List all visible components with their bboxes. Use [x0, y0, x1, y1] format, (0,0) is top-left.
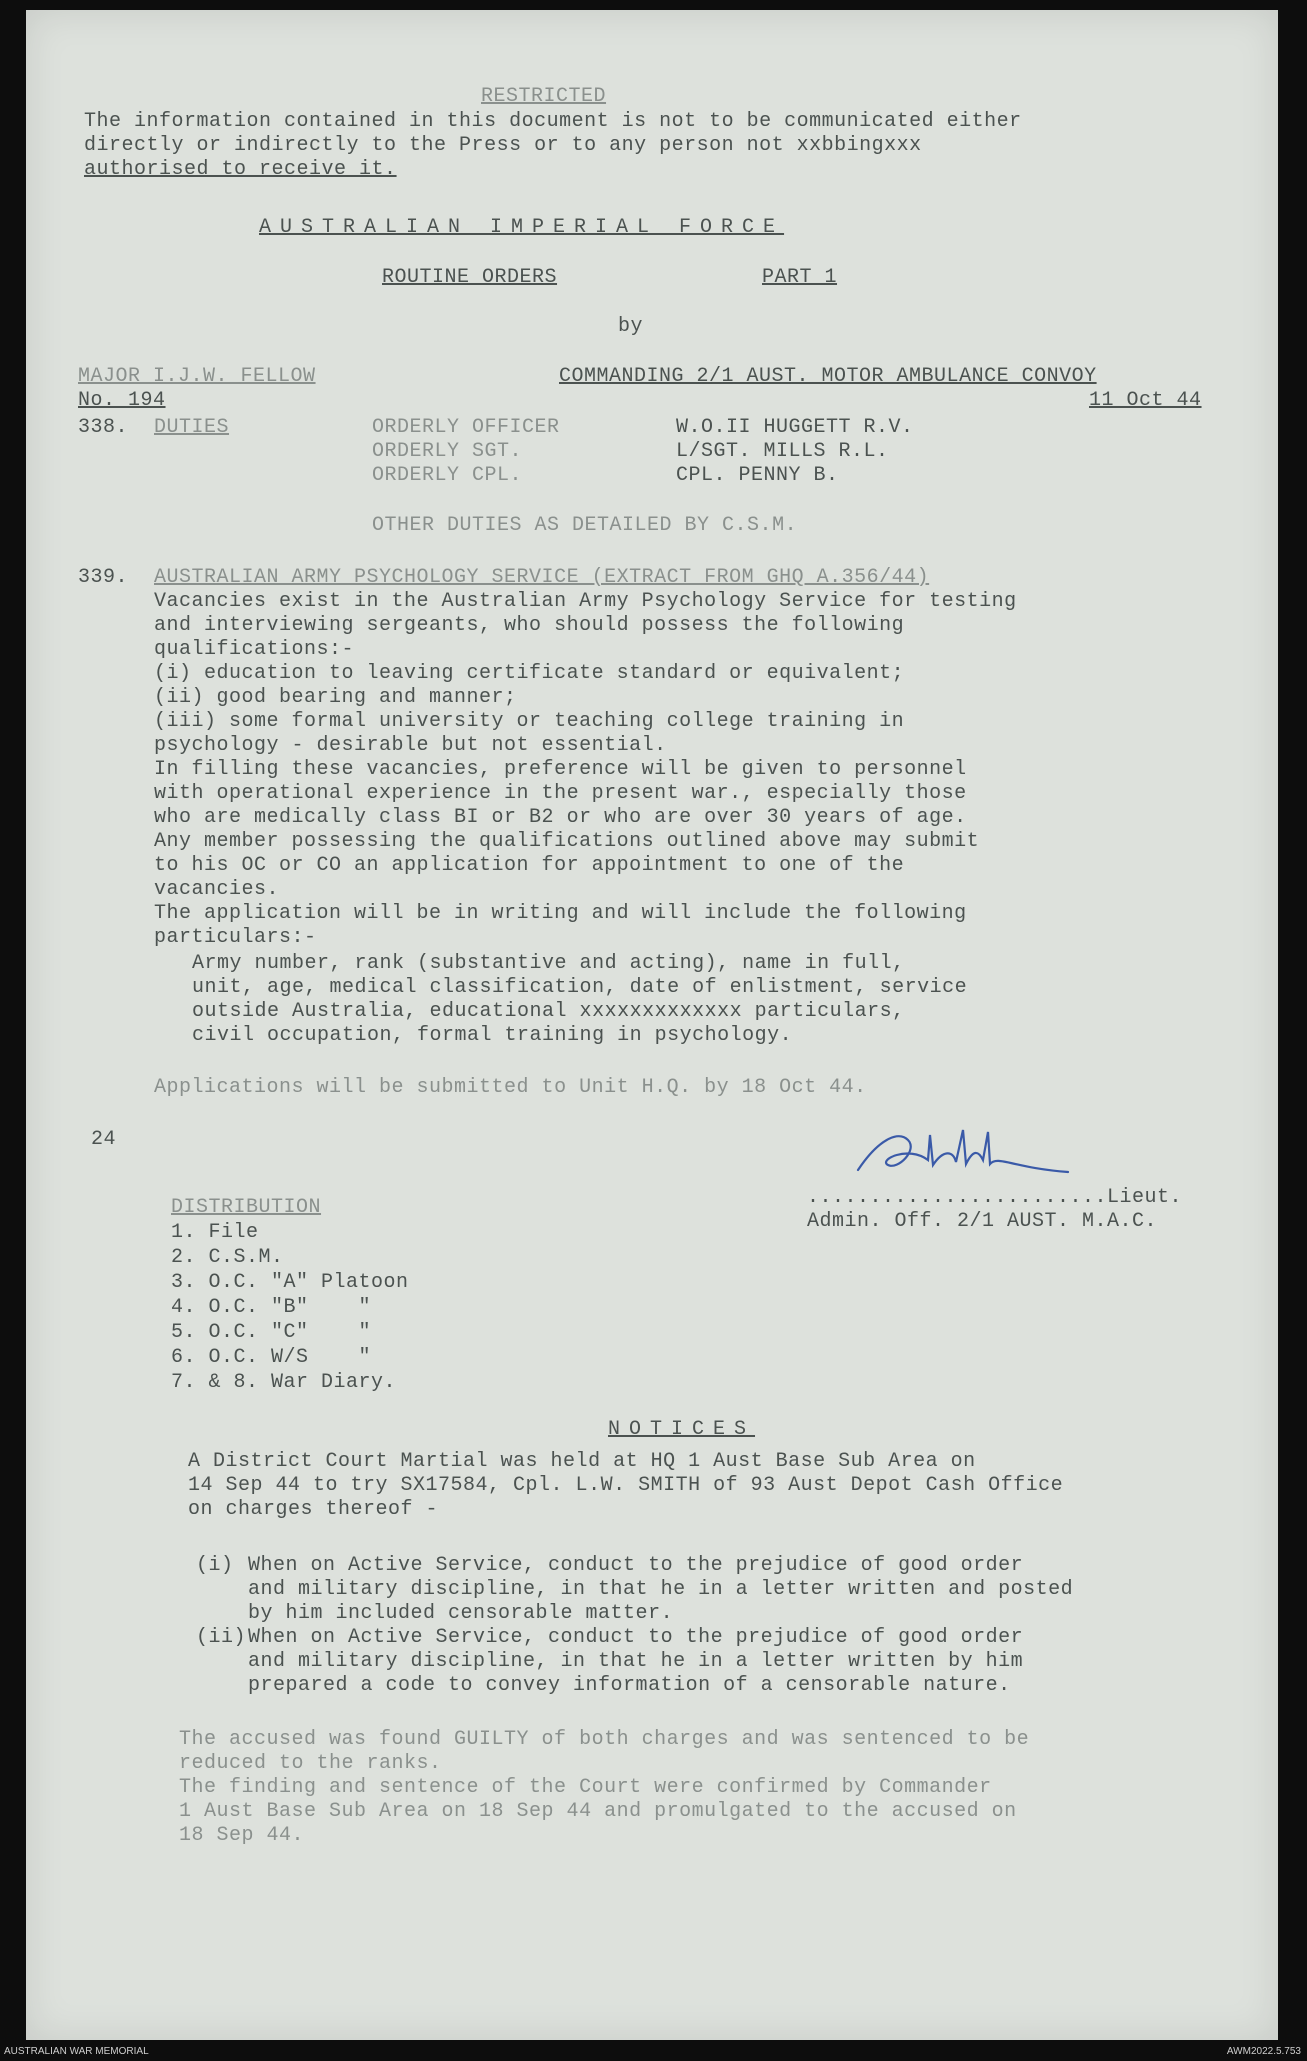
particulars-line: civil occupation, formal training in psychology.	[192, 1024, 793, 1047]
order-date: 11 Oct 44	[1089, 389, 1202, 412]
distribution-item: 3. O.C. "A" Platoon	[171, 1271, 409, 1294]
page-mark: 24	[91, 1128, 117, 1151]
psych-line: with operational experience in the present war., especially those	[154, 782, 967, 805]
distribution-item: 6. O.C. W/S "	[171, 1346, 372, 1369]
charge-line: prepared a code to convey information of a censorable nature.	[248, 1674, 1011, 1697]
duty-name: W.O.II HUGGETT R.V.	[676, 416, 914, 439]
footer-accession: AWM2022.5.753	[1226, 2046, 1301, 2057]
part-label: PART 1	[762, 266, 838, 289]
notice-intro-line: A District Court Martial was held at HQ 1 Aust Base Sub Area on	[188, 1450, 976, 1473]
psych-line: (iii) some formal university or teaching college training in	[154, 710, 905, 733]
charge-line: and military discipline, in that he in a letter written by him	[248, 1650, 1024, 1673]
particulars-line: Army number, rank (substantive and acting), name in full,	[192, 952, 905, 975]
duties-heading: DUTIES	[154, 416, 230, 439]
psych-heading: AUSTRALIAN ARMY PSYCHOLOGY SERVICE (EXTRACT FROM GHQ A.356/44)	[154, 566, 930, 589]
charge-line: When on Active Service, conduct to the prejudice of good order	[248, 1626, 1024, 1649]
duty-role: ORDERLY SGT.	[372, 440, 523, 463]
commanding-line: COMMANDING 2/1 AUST. MOTOR AMBULANCE CONVOY	[559, 365, 1097, 388]
outcome-line: The accused was found GUILTY of both charges and was sentenced to be	[179, 1728, 1030, 1751]
psych-line: Vacancies exist in the Australian Army Psychology Service for testing	[154, 590, 1017, 613]
particulars-line: unit, age, medical classification, date of enlistment, service	[192, 976, 968, 999]
signature-scribble	[838, 1120, 1078, 1190]
psych-line: to his OC or CO an application for appointment to one of the	[154, 854, 905, 877]
document-title: AUSTRALIAN IMPERIAL FORCE	[259, 216, 785, 239]
notice-line-3: authorised to receive it.	[84, 158, 397, 181]
by-label: by	[618, 315, 644, 338]
distribution-item: 2. C.S.M.	[171, 1246, 284, 1269]
duty-name: L/SGT. MILLS R.L.	[676, 440, 889, 463]
notices-heading: NOTICES	[608, 1418, 756, 1441]
psych-line: who are medically class BI or B2 or who are over 30 years of age.	[154, 806, 967, 829]
document-page	[26, 10, 1278, 2040]
outcome-line: 1 Aust Base Sub Area on 18 Sep 44 and promulgated to the accused on	[179, 1800, 1017, 1823]
outcome-line: The finding and sentence of the Court were confirmed by Commander	[179, 1776, 992, 1799]
footer-credit: AUSTRALIAN WAR MEMORIAL	[4, 2046, 149, 2057]
duty-role: ORDERLY CPL.	[372, 464, 523, 487]
applications-line: Applications will be submitted to Unit H.Q. by 18 Oct 44.	[154, 1076, 867, 1099]
psych-line: particulars:-	[154, 926, 317, 949]
distribution-item: 7. & 8. War Diary.	[171, 1371, 397, 1394]
notice-intro-line: 14 Sep 44 to try SX17584, Cpl. L.W. SMITH of 93 Aust Depot Cash Office	[188, 1474, 1064, 1497]
restricted-label: RESTRICTED	[481, 85, 607, 108]
order-number: No. 194	[78, 389, 166, 412]
outcome-line: 18 Sep 44.	[179, 1824, 305, 1847]
psych-number: 339.	[78, 566, 129, 589]
notice-intro-line: on charges thereof -	[188, 1498, 439, 1521]
particulars-line: outside Australia, educational xxxxxxxxxxxxx particulars,	[192, 1000, 905, 1023]
signature-title: Admin. Off. 2/1 AUST. M.A.C.	[807, 1210, 1158, 1233]
signature-dots: ........................Lieut.	[807, 1186, 1183, 1209]
psych-line: and interviewing sergeants, who should possess the following	[154, 614, 905, 637]
charge-number: (i)	[196, 1554, 234, 1577]
psych-line: vacancies.	[154, 878, 280, 901]
psych-line: In filling these vacancies, preference will be given to personnel	[154, 758, 967, 781]
charge-line: and military discipline, in that he in a letter written and posted	[248, 1578, 1074, 1601]
outcome-line: reduced to the ranks.	[179, 1752, 442, 1775]
other-duties: OTHER DUTIES AS DETAILED BY C.S.M.	[372, 514, 798, 537]
duty-name: CPL. PENNY B.	[676, 464, 839, 487]
duty-role: ORDERLY OFFICER	[372, 416, 560, 439]
psych-line: The application will be in writing and will include the following	[154, 902, 967, 925]
duties-number: 338.	[78, 416, 129, 439]
major-name: MAJOR I.J.W. FELLOW	[78, 365, 316, 388]
psych-line: psychology - desirable but not essential.	[154, 734, 667, 757]
routine-orders-label: ROUTINE ORDERS	[382, 266, 558, 289]
charge-line: When on Active Service, conduct to the prejudice of good order	[248, 1554, 1024, 1577]
distribution-item: 1. File	[171, 1221, 259, 1244]
distribution-item: 5. O.C. "C" "	[171, 1321, 372, 1344]
notice-line-2: directly or indirectly to the Press or to any person not xxbbingxxx	[84, 134, 922, 157]
psych-line: qualifications:-	[154, 638, 355, 661]
psych-line: (i) education to leaving certificate standard or equivalent;	[154, 662, 905, 685]
psych-line: (ii) good bearing and manner;	[154, 686, 517, 709]
charge-line: by him included censorable matter.	[248, 1602, 674, 1625]
psych-line: Any member possessing the qualifications outlined above may submit	[154, 830, 980, 853]
notice-line-1: The information contained in this document is not to be communicated either	[84, 110, 1022, 133]
distribution-heading: DISTRIBUTION	[171, 1196, 322, 1219]
distribution-item: 4. O.C. "B" "	[171, 1296, 372, 1319]
charge-number: (ii)	[196, 1626, 247, 1649]
